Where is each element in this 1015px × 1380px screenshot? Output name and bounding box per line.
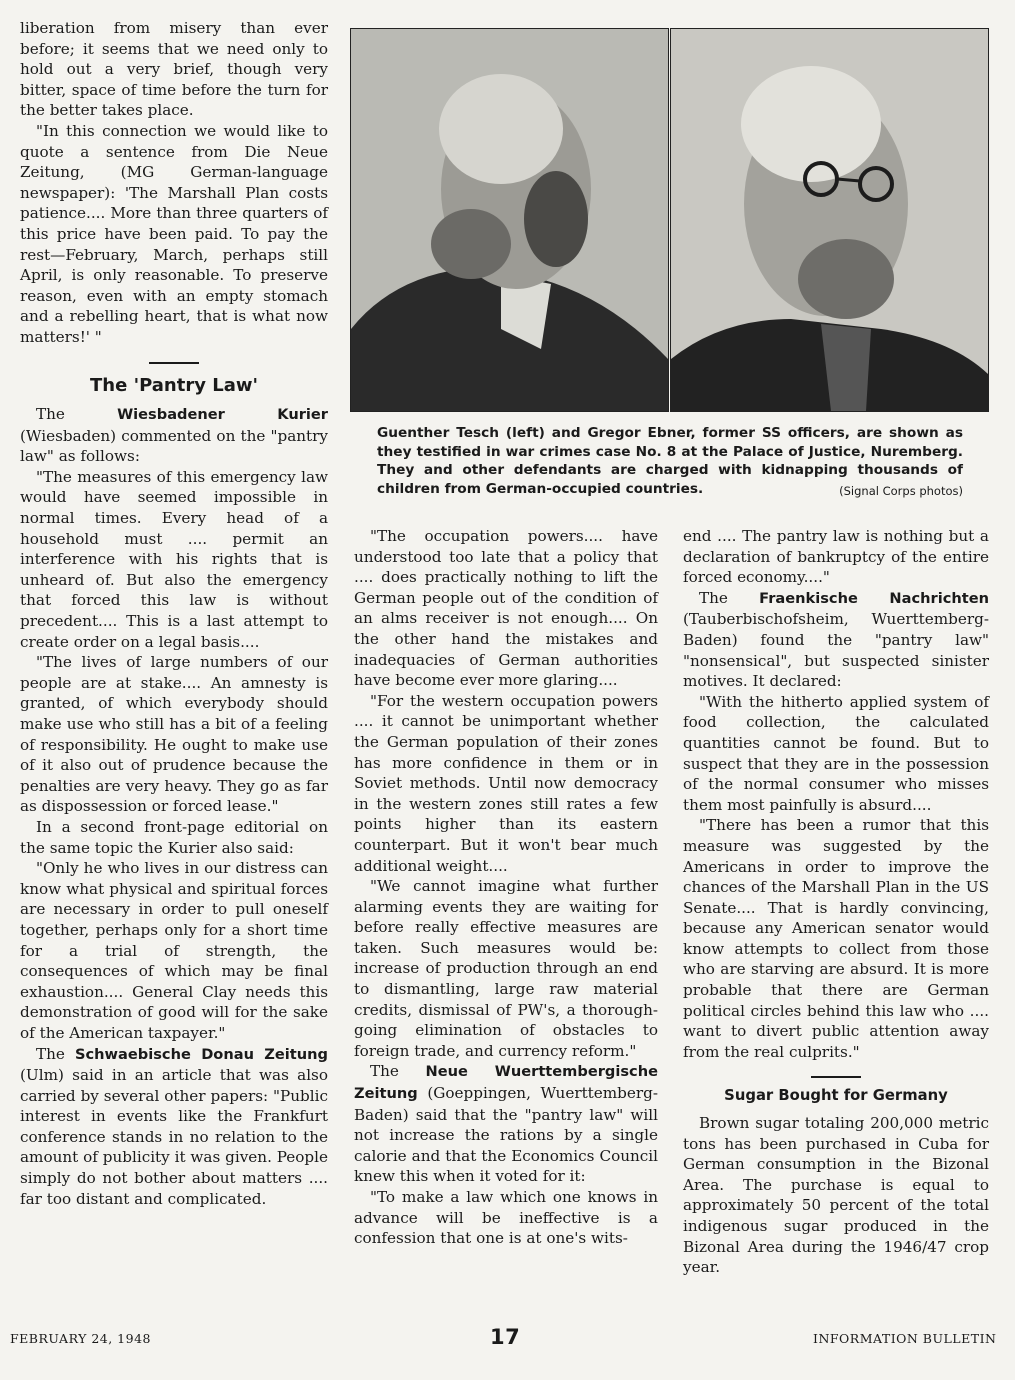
section-heading: Sugar Bought for Germany bbox=[724, 1087, 948, 1105]
footer-date: FEBRUARY 24, 1948 bbox=[10, 1331, 151, 1346]
photo-credit: (Signal Corps photos) bbox=[839, 483, 963, 498]
photo-gregor-ebner bbox=[670, 28, 989, 412]
section-divider bbox=[811, 1076, 861, 1078]
paragraph: Brown sugar totaling 200,000 metric tons has been purchased in Cuba for German consumption in the Bizonal Area. The purchase is equal to approximately 50 percent of the total indigenous sugar produced in the Bizonal Area during the 1946/47 crop year. bbox=[683, 1114, 989, 1277]
paragraph: end .... The pantry law is nothing but a declaration of bankruptcy of the entire forced economy...." bbox=[683, 527, 989, 587]
middle-column bbox=[354, 526, 658, 1249]
caption-text: Guenther Tesch (left) and Gregor Ebner, former SS officers, are shown as they testified in war crimes case No. 8 at the Palace of Justice, Nuremberg. They and other defendants are charged with kidnapping thousands of children from German-occupied countries. bbox=[377, 425, 963, 497]
paragraph: "We cannot imagine what further alarming events they are waiting for before really effective measures are taken. Such measures would be: increase of production through an end to dismantling, large raw material credits, dismissal of PW's, a thorough-going elimination of obstacles to foreign trade, and currency reform." bbox=[354, 877, 658, 1060]
paragraph: "The occupation powers.... have understood too late that a policy that .... does practically nothing to lift the German people out of the condition of an alms receiver is not enough.... On the other hand the mistakes and inadequacies of German authorities have become ever more glaring.... bbox=[354, 527, 658, 690]
publication-name: INFORMATION BULLETIN bbox=[813, 1331, 997, 1346]
paragraph: "In this connection we would like to quote a sentence from Die Neue Zeitung, (MG German-language newspaper): 'The Marshall Plan costs patience.... More than three quarters of this price have been paid. To pay the rest—February, March, perhaps still April, is only reasonable. To preserve reason, even with an empty stomach and a rebelling heart, that is what now matters!' " bbox=[20, 121, 328, 346]
paragraph: The Wiesbadener Kurier (Wiesbaden) commented on the "pantry law" as follows: bbox=[20, 405, 329, 466]
paragraph: "There has been a rumor that this measure was suggested by the Americans in order to improve the chances of the Marshall Plan in the US Senate.... That is hardly convincing, because any American senator would know attempts to collect from those who are starving are absurd. It is more probable that there are German political circles behind this law who .... want to divert public attention away from the real culprits." bbox=[683, 816, 989, 1061]
paragraph: "For the western occupation powers .... it cannot be unimportant whether the German population of their zones has more confidence in them or in Soviet methods. Until now democracy in the western zones still rates a few points higher than its eastern counterpart. But it won't bear much additional weight.... bbox=[354, 691, 658, 875]
section-heading: The 'Pantry Law' bbox=[90, 374, 258, 396]
paragraph: "The measures of this emergency law would have seemed impossible in normal times. Every head of a household must .... permit an interference with his rights that is unheard of. But also the emergency that forced this law is without precedent.... This is a last attempt to create order on a legal basis.... bbox=[20, 467, 328, 651]
paragraph: The Schwaebische Donau Zeitung (Ulm) said in an article that was also carried by several other papers: "Public interest in events like the Frankfurt conference stands in no relation to the amount of publicity it was given. People simply do not bother about matters .... far too distant and complicated. bbox=[20, 1044, 328, 1208]
left-column bbox=[20, 18, 328, 1209]
paragraph: In a second front-page editorial on the same topic the Kurier also said: bbox=[20, 817, 328, 857]
paragraph: "Only he who lives in our distress can know what physical and spiritual forces are necessary in order to pull oneself together, perhaps only for a short time for a trial of strength, the consequences of which may be final exhaustion.... General Clay needs this demonstration of good will for the sake of the American taxpayer." bbox=[20, 859, 328, 1042]
photo-guenther-tesch bbox=[350, 28, 669, 412]
paragraph: "The lives of large numbers of our people are at stake.... An amnesty is granted, of which everybody should make use who still has a bit of a feeling of responsibility. He ought to make use of it also out of prudence because the penalties are very heavy. They go as far as dispossession or forced lease." bbox=[20, 653, 328, 816]
paragraph: The Fraenkische Nachrichten (Tauberbischofsheim, Wuerttemberg-Baden) found the "pantry law" "nonsensical", but suspected sinister motives. It declared: bbox=[683, 588, 989, 691]
section-divider bbox=[149, 362, 199, 364]
paragraph: The Neue Wuerttembergische Zeitung (Goeppingen, Wuerttemberg-Baden) said that the "pantry law" will not increase the rations by a single calorie and that the Economics Council knew this when it voted for it: bbox=[354, 1062, 658, 1186]
paragraph: "With the hitherto applied system of food collection, the calculated quantities cannot be found. But to suspect that they are in the possession of the normal consumer who misses them most painfully is absurd.... bbox=[683, 692, 989, 814]
paragraph: "To make a law which one knows in advance will be ineffective is a confession that one is at one's wits- bbox=[354, 1188, 658, 1248]
right-column bbox=[683, 526, 989, 1278]
page-number: 17 bbox=[490, 1325, 521, 1349]
paragraph: liberation from misery than ever before; it seems that we need only to hold out a very brief, though very bitter, space of time before the turn for the better takes place. bbox=[20, 19, 328, 120]
photo-caption bbox=[377, 424, 963, 500]
